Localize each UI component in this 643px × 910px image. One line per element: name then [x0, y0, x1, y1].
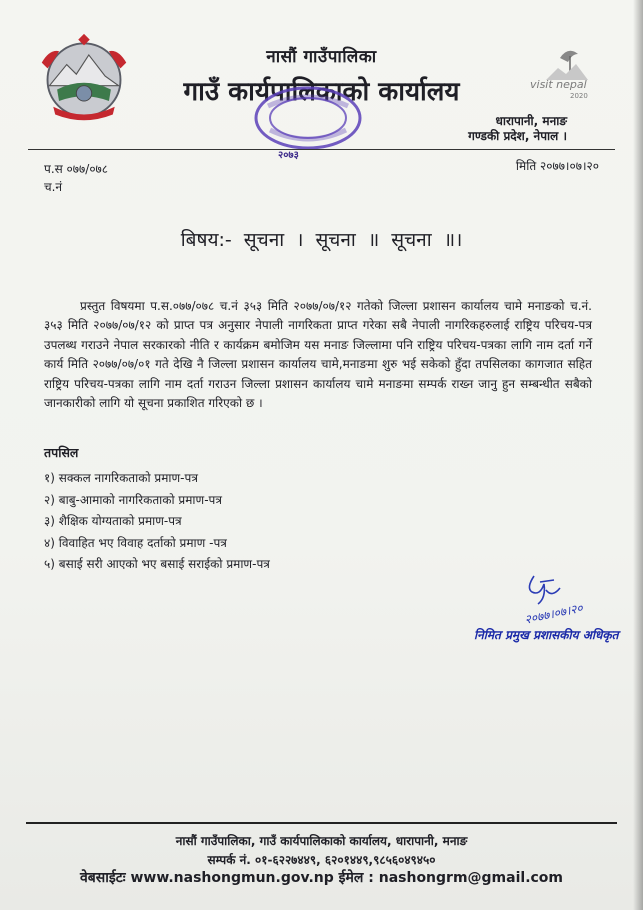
list-title: तपसिल — [44, 445, 79, 460]
footer-office: नासौं गाउँपालिका, गाउँ कार्यपालिकाको कार्यालय, धारापानी, मनाङ — [175, 834, 468, 848]
signatory-title: निमित प्रमुख प्रशासकीय अधिकृत — [474, 628, 619, 642]
address-line1: धारापानी, मनाङ — [495, 114, 567, 128]
logo-text: visit nepal — [530, 78, 587, 91]
required-documents-list — [44, 469, 270, 577]
logo-year: 2020 — [570, 92, 588, 100]
list-item: १) सक्कल नागरिकताको प्रमाण-पत्र — [44, 471, 198, 485]
municipality-name: नासौं गाउँपालिका — [266, 47, 377, 67]
footer-divider — [26, 822, 617, 824]
handwritten-signature — [482, 568, 632, 628]
reference-number: प.स ०७७/०७८ — [44, 162, 109, 176]
office-stamp — [238, 84, 366, 162]
office-name: गाउँ कार्यपालिकाको कार्यालय — [183, 77, 460, 107]
visit-nepal-logo — [526, 40, 608, 102]
stamp-year: २०७३ — [278, 150, 299, 161]
letter-date: मिति २०७७।०७।२० — [515, 159, 599, 173]
list-item: २) बाबु-आमाको नागरिकताको प्रमाण-पत्र — [44, 492, 222, 507]
list-item: ५) बसाई सरी आएको भए बसाई सराईको प्रमाण-पत्र — [44, 557, 270, 571]
footer-web-email: वेबसाईटः www.nashongmun.gov.np ईमेल : nashongrm@gmail.com — [79, 870, 564, 886]
notice-body: प्रस्तुत विषयमा प.स.०७७/०७८ च.नं ३५३ मिति २०७७/०७/१२ गतेको जिल्ला प्रशासन कार्यालय चामे मनाङको च.नं. ३५३ मिति २०७७/०७/१२ को प्राप्त पत्र अनुसार नेपाली नागरिकता प्राप्त गरेका सबै नेपाली नागरिकहरुलाई राष्ट्रिय परिचय-पत्र उपलब्ध गराउने नेपाल सरकारको नीति र कार्यक्रम बमोजिम यस मनाङ जिल्लामा पनि राष्ट्रिय परिचय-पत्रका लागि नाम दर्ता गर्ने कार्य मिति २०७७/०७/०१ गते देखि नै जिल्ला प्रशासन कार्यालय चामे,मनाङमा शुरु भई सकेको हुँदा तपसिलका कागजात सहित राष्ट्रिय परिचय-पत्रका लागि नाम दर्ता गराउन जिल्ला प्रशासन कार्यालय चामे मनाङमा सम्पर्क राख्न जानु हुन सम्बन्धीत सबैको जानकारीको लागि यो सूचना प्रकाशित गरिएको छ । — [44, 299, 592, 411]
page-edge-shadow — [633, 0, 643, 910]
dispatch-number: च.नं — [44, 180, 63, 194]
subject-line: बिषय:- सूचना । सूचना ॥ सूचना ॥। — [180, 229, 463, 251]
signature-date: २०७७।०७।२० — [523, 600, 585, 627]
address-line2: गण्डकी प्रदेश, नेपाल । — [468, 129, 567, 143]
header-divider — [28, 149, 615, 150]
footer-contact: सम्पर्क नं. ०१-६२२७४४९, ६२०१४४९,९८५६०४९४५० — [207, 853, 436, 867]
list-item: ३) शैक्षिक योग्यताको प्रमाण-पत्र — [44, 514, 182, 528]
list-item: ४) विवाहित भए विवाह दर्ताको प्रमाण -पत्र — [44, 535, 227, 550]
